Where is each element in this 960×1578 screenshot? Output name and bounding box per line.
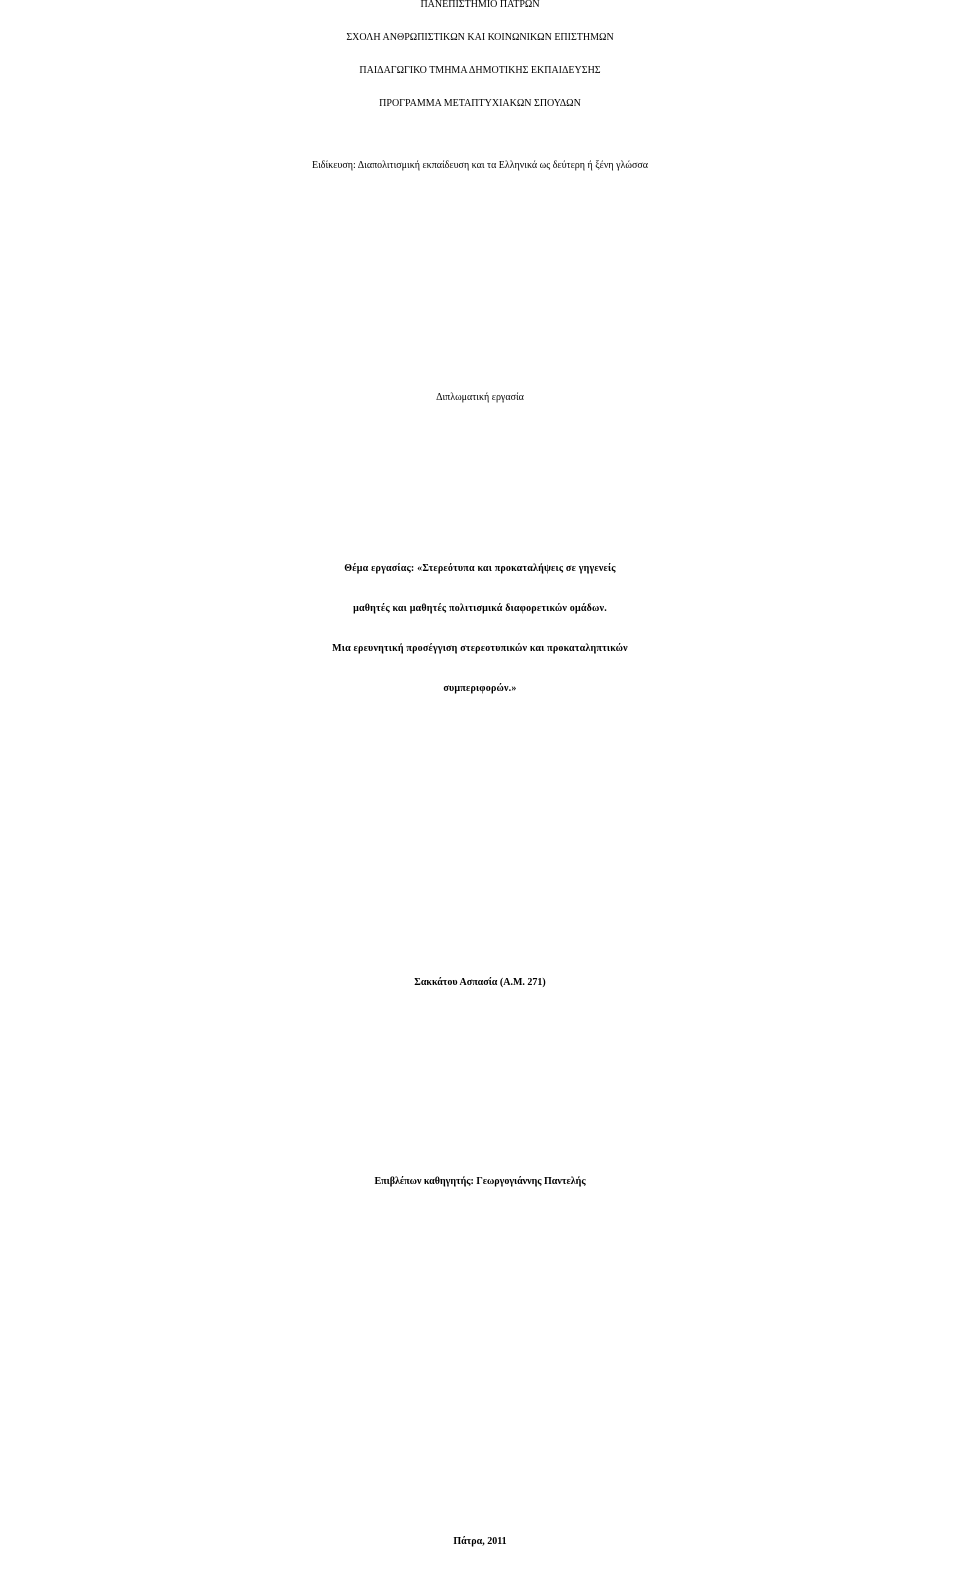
department-name: ΠΑΙΔΑΓΩΓΙΚΟ ΤΜΗΜΑ ΔΗΜΟΤΙΚΗΣ ΕΚΠΑΙΔΕΥΣΗΣ	[359, 65, 601, 76]
topic-line: Μια ερευνητική προσέγγιση στερεοτυπικών και προκαταληπτικών	[332, 643, 628, 654]
program-name: ΠΡΟΓΡΑΜΜΑ ΜΕΤΑΠΤΥΧΙΑΚΩΝ ΣΠΟΥΔΩΝ	[379, 98, 581, 109]
school-name: ΣΧΟΛΗ ΑΝΘΡΩΠΙΣΤΙΚΩΝ ΚΑΙ ΚΟΙΝΩΝΙΚΩΝ ΕΠΙΣΤΗΜΩΝ	[346, 32, 614, 43]
university-name: ΠΑΝΕΠΙΣΤΗΜΙΟ ΠΑΤΡΩΝ	[420, 0, 540, 10]
document-type: Διπλωματική εργασία	[436, 392, 524, 403]
supervisor: Επιβλέπων καθηγητής: Γεωργογιάννης Παντελής	[374, 1176, 586, 1187]
topic-line: Θέμα εργασίας: «Στερεότυπα και προκαταλήψεις σε γηγενείς	[344, 563, 616, 574]
author-name: Σακκάτου Ασπασία (Α.Μ. 271)	[414, 977, 546, 988]
topic-line: μαθητές και μαθητές πολιτισμικά διαφορετικών ομάδων.	[353, 603, 607, 614]
specialization: Ειδίκευση: Διαπολιτισμική εκπαίδευση και τα Ελληνικά ως δεύτερη ή ξένη γλώσσα	[311, 160, 649, 171]
place-date: Πάτρα, 2011	[453, 1536, 507, 1547]
topic-line: συμπεριφορών.»	[443, 683, 517, 694]
